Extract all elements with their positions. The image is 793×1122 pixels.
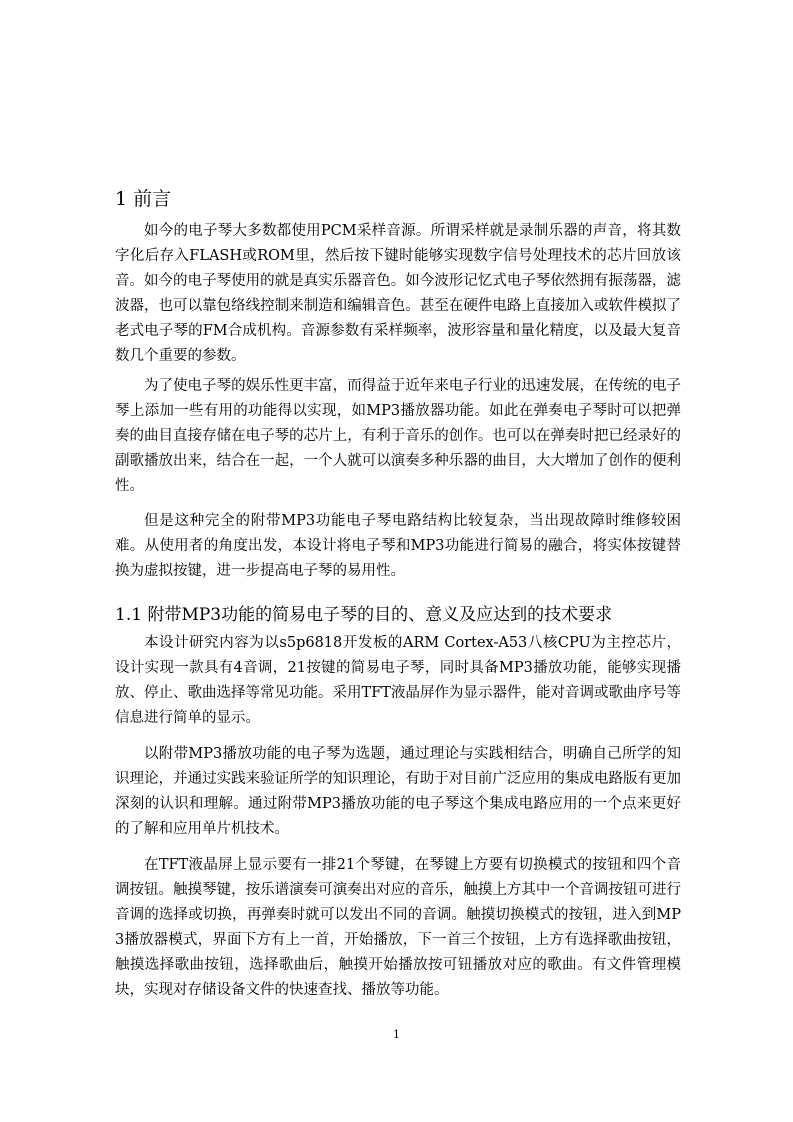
section-heading: 1 前言 — [115, 188, 172, 210]
paragraph: 为了使电子琴的娱乐性更丰富，而得益于近年来电子行业的迅速发展，在传统的电子琴上添加一些有用的功能得以实现，如MP3播放器功能。如此在弹奏电子琴时可以把弹奏的曲目直接存储在电子琴的芯片上，有利于音乐的创作。也可以在弹奏时把已经录好的副歌播放出来，结合在一起，一个人就可以演奏多种乐器的曲目，大大增加了创作的便利性。 — [115, 378, 681, 494]
paragraph: 本设计研究内容为以s5p6818开发板的ARM Cortex-A53八核CPU为主控芯片，设计实现一款具有4音调，21按键的简易电子琴，同时具备MP3播放功能，能够实现播放、停止、歌曲选择等常见功能。采用TFT液晶屏作为显示器件，能对音调或歌曲序号等信息进行简单的显示。 — [115, 635, 681, 726]
paragraph: 但是这种完全的附带MP3功能电子琴电路结构比较复杂，当出现故障时维修较困难。从使用者的角度出发，本设计将电子琴和MP3功能进行简易的融合，将实体按键替换为虚拟按键，进一步提高电子琴的易用性。 — [115, 513, 681, 579]
subsection-heading: 1.1 附带MP3功能的简易电子琴的目的、意义及应达到的技术要求 — [115, 605, 613, 625]
paragraph: 如今的电子琴大多数都使用PCM采样音源。所谓采样就是录制乐器的声音，将其数字化后存入FLASH或ROM里，然后按下键时能够实现数字信号处理技术的芯片回放该音。如今的电子琴使用的就是真实乐器音色。如今波形记忆式电子琴依然拥有振荡器，滤波器，也可以靠包络线控制来制造和编辑音色。甚至在硬件电路上直接加入或软件模拟了老式电子琴的FM合成机构。音源参数有采样频率，波形容量和量化精度，以及最大复音数几个重要的参数。 — [115, 223, 681, 364]
page-number: 1 — [393, 1028, 400, 1041]
paragraph: 以附带MP3播放功能的电子琴为选题，通过理论与实践相结合，明确自己所学的知识理论，并通过实践来验证所学的知识理论，有助于对目前广泛应用的集成电路版有更加深刻的认识和理解。通过附带MP3播放功能的电子琴这个集成电路应用的一个点来更好的了解和应用单片机技术。 — [115, 746, 681, 837]
paragraph: 在TFT液晶屏上显示要有一排21个琴键，在琴键上方要有切换模式的按钮和四个音调按钮。触摸琴键，按乐谱演奏可演奏出对应的音乐，触摸上方其中一个音调按钮可进行音调的选择或切换，再弹奏时就可以发出不同的音调。触摸切换模式的按钮，进入到MP3播放器模式，界面下方有上一首，开始播放，下一首三个按钮，上方有选择歌曲按钮，触摸选择歌曲按钮，选择歌曲后，触摸开始播放按可钮播放对应的歌曲。有文件管理模块，实现对存储设备文件的快速查找、播放等功能。 — [115, 857, 681, 998]
